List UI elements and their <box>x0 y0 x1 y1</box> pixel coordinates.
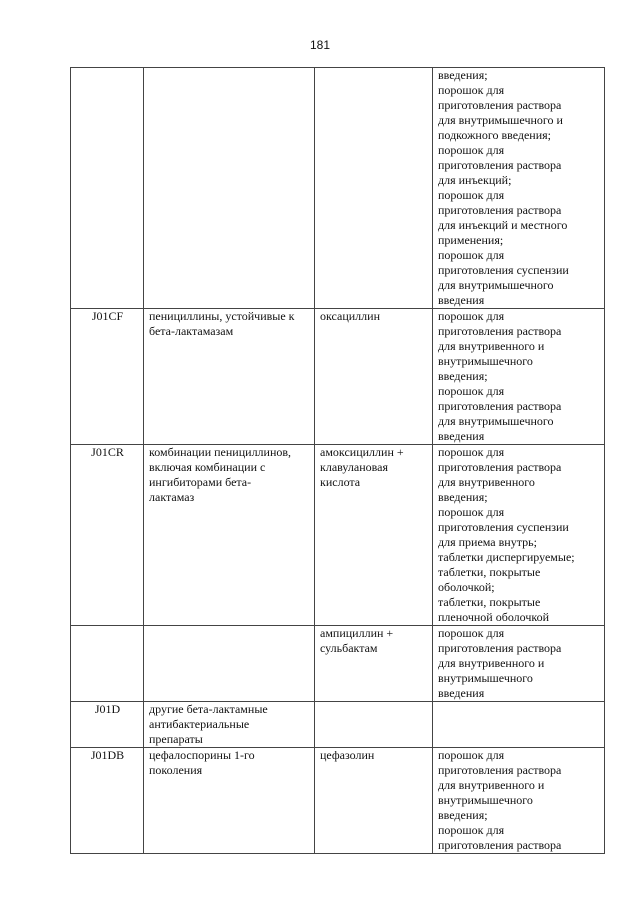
forms-cell-line: приготовления раствора <box>438 460 562 474</box>
group-cell <box>144 748 315 854</box>
drug-cell-line: оксациллин <box>320 309 380 323</box>
table-row <box>71 748 605 854</box>
group-cell-line: бета-лактамазам <box>149 324 234 338</box>
forms-cell-line: для инъекций и местного <box>438 218 568 232</box>
forms-cell-line: внутримышечного <box>438 671 533 685</box>
forms-cell-line: порошок для <box>438 823 505 837</box>
group-cell <box>144 626 315 702</box>
drug-cell-line: сульбактам <box>320 641 378 655</box>
code-cell <box>71 626 144 702</box>
forms-cell-line: внутримышечного <box>438 354 533 368</box>
group-cell-line: другие бета-лактамные <box>149 702 268 716</box>
forms-cell-line: для внутривенного и <box>438 778 545 792</box>
forms-cell <box>433 309 605 445</box>
forms-cell-line: порошок для <box>438 445 505 459</box>
forms-cell-line: для инъекций; <box>438 173 512 187</box>
group-cell-line: включая комбинации с <box>149 460 266 474</box>
forms-cell-line: приготовления раствора <box>438 98 562 112</box>
drug-cell-line: ампициллин + <box>320 626 394 640</box>
table-row <box>71 445 605 626</box>
forms-cell-line: приготовления суспензии <box>438 263 569 277</box>
forms-cell-line: для внутривенного и <box>438 339 545 353</box>
forms-cell-line: введения; <box>438 369 488 383</box>
forms-cell-line: введения; <box>438 68 488 82</box>
drug-cell <box>315 68 433 309</box>
forms-cell-line: для внутривенного и <box>438 656 545 670</box>
page-number: 181 <box>309 38 331 52</box>
forms-cell-line: для приема внутрь; <box>438 535 537 549</box>
group-cell-line: препараты <box>149 732 203 746</box>
group-cell-line: комбинации пенициллинов, <box>149 445 292 459</box>
group-cell-line: антибактериальные <box>149 717 250 731</box>
code-cell: J01D <box>71 702 144 748</box>
drug-cell-line: клавулановая <box>320 460 388 474</box>
drug-cell <box>315 626 433 702</box>
forms-cell-line: введения <box>438 429 485 443</box>
forms-cell-line: приготовления раствора <box>438 763 562 777</box>
forms-cell-line: приготовления раствора <box>438 203 562 217</box>
drug-cell <box>315 702 433 748</box>
forms-cell-line: порошок для <box>438 143 505 157</box>
drug-cell <box>315 309 433 445</box>
code-cell: J01DB <box>71 748 144 854</box>
forms-cell-line: введения <box>438 293 485 307</box>
forms-cell-line: приготовления раствора <box>438 838 562 852</box>
forms-cell-line: порошок для <box>438 309 505 323</box>
code-cell: J01CF <box>71 309 144 445</box>
forms-cell-line: для внутримышечного <box>438 414 554 428</box>
table-body <box>71 68 605 854</box>
forms-cell <box>433 748 605 854</box>
group-cell-line: пенициллины, устойчивые к <box>149 309 295 323</box>
forms-cell <box>433 626 605 702</box>
forms-cell-line: пленочной оболочкой <box>438 610 550 624</box>
forms-cell-line: введения; <box>438 490 488 504</box>
forms-cell-line: приготовления раствора <box>438 399 562 413</box>
drug-cell-line: амоксициллин + <box>320 445 404 459</box>
group-cell <box>144 702 315 748</box>
forms-cell-line: введения <box>438 686 485 700</box>
forms-cell-line: для внутримышечного <box>438 278 554 292</box>
group-cell-line: ингибиторами бета- <box>149 475 252 489</box>
forms-cell-line: внутримышечного <box>438 793 533 807</box>
table-row <box>71 702 605 748</box>
forms-cell-line: порошок для <box>438 505 505 519</box>
forms-cell-line: оболочкой; <box>438 580 495 594</box>
table-row <box>71 626 605 702</box>
forms-cell <box>433 445 605 626</box>
forms-cell-line: таблетки, покрытые <box>438 565 541 579</box>
table-row <box>71 68 605 309</box>
forms-cell-line: порошок для <box>438 83 505 97</box>
drug-cell <box>315 748 433 854</box>
forms-cell-line: таблетки диспергируемые; <box>438 550 575 564</box>
forms-cell <box>433 702 605 748</box>
forms-cell-line: порошок для <box>438 248 505 262</box>
drug-cell <box>315 445 433 626</box>
group-cell <box>144 309 315 445</box>
drug-cell-line: кислота <box>320 475 361 489</box>
forms-cell-line: приготовления суспензии <box>438 520 569 534</box>
group-cell <box>144 68 315 309</box>
forms-cell-line: порошок для <box>438 188 505 202</box>
group-cell <box>144 445 315 626</box>
code-cell: J01CR <box>71 445 144 626</box>
drug-table <box>70 67 605 854</box>
forms-cell-line: порошок для <box>438 626 505 640</box>
forms-cell-line: для внутримышечного и <box>438 113 563 127</box>
forms-cell-line: порошок для <box>438 384 505 398</box>
forms-cell-line: применения; <box>438 233 504 247</box>
forms-cell-line: для внутривенного <box>438 475 535 489</box>
forms-cell-line: порошок для <box>438 748 505 762</box>
forms-cell-line: таблетки, покрытые <box>438 595 541 609</box>
forms-cell-line: приготовления раствора <box>438 641 562 655</box>
forms-cell-line: приготовления раствора <box>438 324 562 338</box>
forms-cell-line: подкожного введения; <box>438 128 551 142</box>
forms-cell <box>433 68 605 309</box>
group-cell-line: поколения <box>149 763 203 777</box>
group-cell-line: лактамаз <box>149 490 195 504</box>
drug-cell-line: цефазолин <box>320 748 375 762</box>
code-cell <box>71 68 144 309</box>
forms-cell-line: приготовления раствора <box>438 158 562 172</box>
forms-cell-line: введения; <box>438 808 488 822</box>
table-row <box>71 309 605 445</box>
group-cell-line: цефалоспорины 1-го <box>149 748 255 762</box>
